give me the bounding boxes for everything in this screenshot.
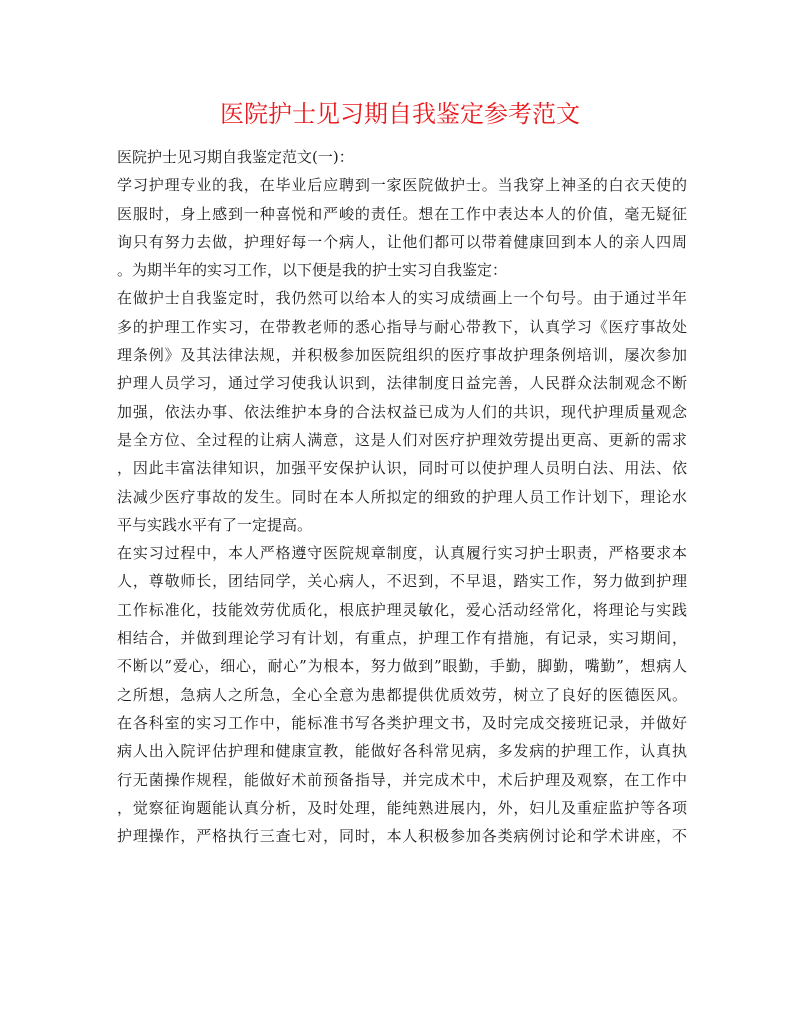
paragraph-line: 相结合，并做到理论学习有计划，有重点，护理工作有措施，有记录，实习期间，	[117, 629, 687, 648]
paragraph-line: 医服时，身上感到一种喜悦和严峻的责任。想在工作中表达本人的价值，毫无疑征	[117, 204, 687, 223]
paragraph-line: 法减少医疗事故的发生。同时在本人所拟定的细致的护理人员工作计划下，理论水	[117, 487, 687, 506]
paragraph-line: 。为期半年的实习工作，以下便是我的护士实习自我鉴定：	[117, 261, 508, 280]
paragraph-line: 学习护理专业的我，在毕业后应聘到一家医院做护士。当我穿上神圣的白衣天使的	[117, 176, 687, 195]
paragraph-line: 不断以”爱心，细心，耐心”为根本，努力做到”眼勤，手勤，脚勤，嘴勤”，想病人	[117, 657, 687, 676]
paragraph-line: 人，尊敬师长，团结同学，关心病人，不迟到，不早退，踏实工作，努力做到护理	[117, 572, 687, 591]
paragraph-line: 在实习过程中，本人严格遵守医院规章制度，认真履行实习护士职责，严格要求本	[117, 544, 687, 563]
paragraph-line: 理条例》及其法律法规，并积极参加医院组织的医疗事故护理条例培训，屡次参加	[117, 346, 687, 365]
paragraph-line: 行无菌操作规程，能做好术前预备指导，并完成术中，术后护理及观察，在工作中	[117, 770, 687, 789]
paragraph-line: 病人出入院评估护理和健康宣教，能做好各科常见病，多发病的护理工作，认真执	[117, 742, 687, 761]
paragraph-line: 护理操作，严格执行三查七对，同时，本人积极参加各类病例讨论和学术讲座，不	[117, 827, 687, 846]
paragraph-line: 平与实践水平有了一定提高。	[117, 515, 313, 534]
document-title: 医院护士见习期自我鉴定参考范文	[220, 100, 580, 128]
paragraph-line: ，因此丰富法律知识，加强平安保护认识，同时可以使护理人员明白法、用法、依	[117, 459, 687, 478]
paragraph-line: 在做护士自我鉴定时，我仍然可以给本人的实习成绩画上一个句号。由于通过半年	[117, 289, 687, 308]
paragraph-line: 护理人员学习，通过学习使我认识到，法律制度日益完善，人民群众法制观念不断	[117, 374, 687, 393]
paragraph-line: 工作标准化，技能效劳优质化，根底护理灵敏化，爱心活动经常化，将理论与实践	[117, 600, 687, 619]
paragraph-line: 加强，依法办事、依法维护本身的合法权益已成为人们的共识，现代护理质量观念	[117, 402, 687, 421]
paragraph-line: 询只有努力去做，护理好每一个病人，让他们都可以带着健康回到本人的亲人四周	[117, 232, 687, 251]
paragraph-line: 医院护士见习期自我鉴定范文(一)：	[117, 148, 354, 166]
paragraph-line: 是全方位、全过程的让病人满意，这是人们对医疗护理效劳提出更高、更新的需求	[117, 430, 687, 449]
paragraph-line: ，觉察征询题能认真分析，及时处理，能纯熟进展内，外，妇儿及重症监护等各项	[117, 798, 687, 817]
paragraph-line: 在各科室的实习工作中，能标准书写各类护理文书，及时完成交接班记录，并做好	[117, 713, 687, 732]
paragraph-line: 多的护理工作实习，在带教老师的悉心指导与耐心带教下，认真学习《医疗事故处	[117, 317, 687, 336]
paragraph-line: 之所想，急病人之所急，全心全意为患都提供优质效劳，树立了良好的医德医风。	[117, 685, 687, 704]
document-body	[117, 143, 687, 850]
